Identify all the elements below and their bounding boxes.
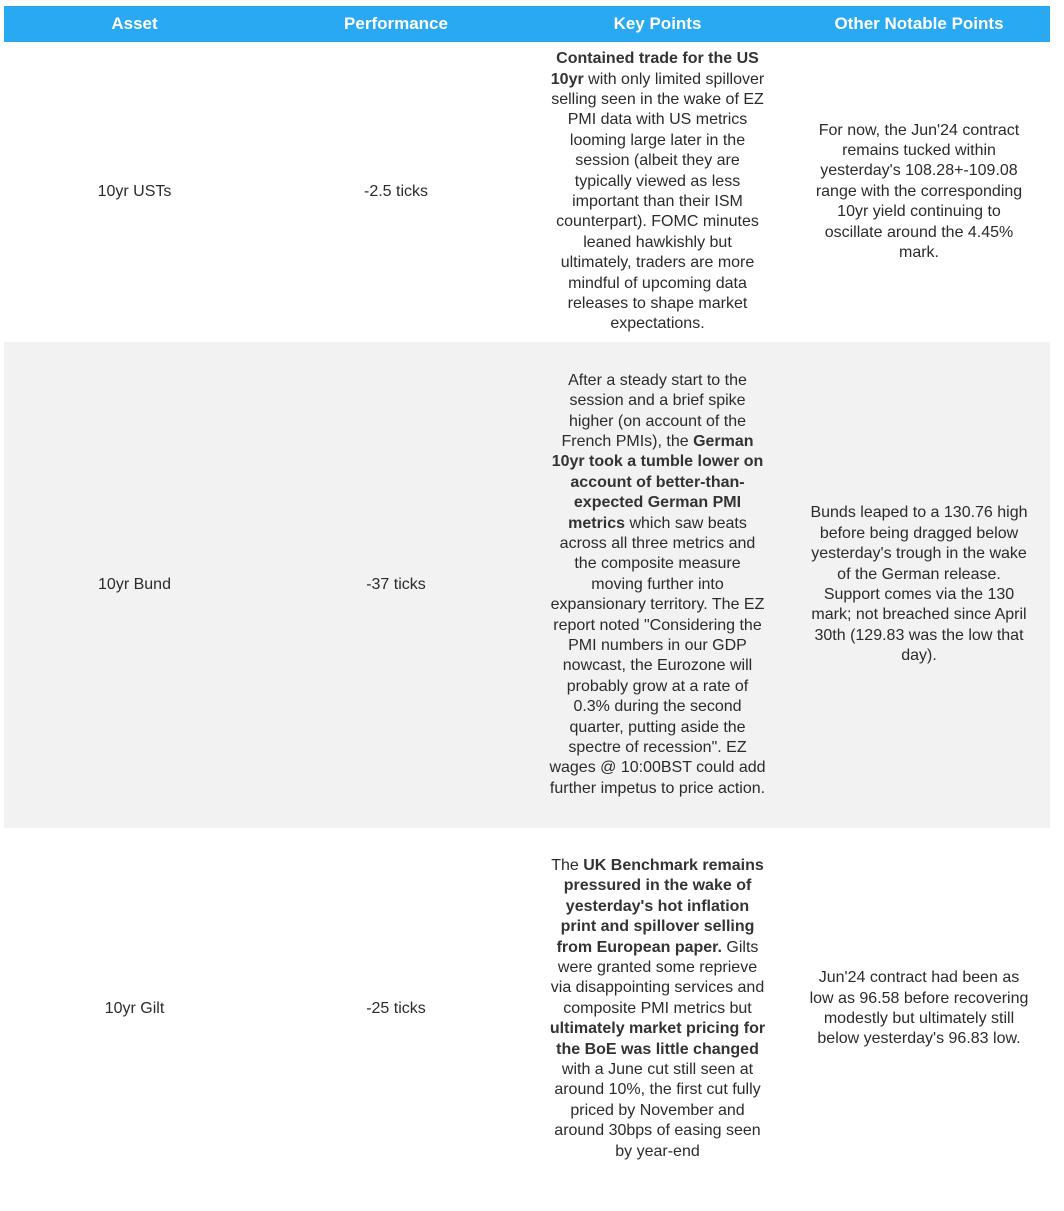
- header-asset: Asset: [4, 6, 265, 42]
- key-points-span: After a steady start to the session and a brief spike higher (on account of the French PMIs), the: [561, 371, 747, 450]
- other-points-text: For now, the Jun'24 contract remains tucked within yesterday's 108.28+-109.08 range with the corresponding 10yr yield continuing to oscillate around the 4.45% mark.: [815, 121, 1023, 262]
- key-points-bold: German 10yr took a tumble lower on account of better-than-expected German PMI metrics: [551, 432, 764, 532]
- table-row-10yr-gilt: [4, 828, 1050, 1190]
- key-points-span: Gilts were granted some reprieve via disappointing services and composite PMI metrics but: [550, 938, 765, 1017]
- table-row-10yr-usts: [4, 42, 1050, 342]
- header-performance: Performance: [265, 6, 527, 42]
- other-points-text: Bunds leaped to a 130.76 high before being dragged below yesterday's trough in the wake of the German release. Support comes via the 130 mark; not breached since April 30th (129.83 was the low that day).: [810, 504, 1028, 665]
- key-points-span: which saw beats across all three metrics and the composite measure moving further into expansionary territory. The EZ report noted "Considering the PMI numbers in our GDP nowcast, the Eurozone will probably grow at a rate of 0.3% during the second quarter, putting aside the spectre of recession". EZ wages @ 10:00BST could add further impetus to price action.: [549, 514, 766, 797]
- key-points-text: [548, 856, 768, 1162]
- asset-cell: 10yr Gilt: [104, 999, 165, 1017]
- key-points-cell: [527, 828, 788, 1190]
- table-header-row: [4, 6, 1050, 42]
- key-points-span: with only limited spillover selling seen in the wake of EZ PMI data with US metrics looming large later in the session (albeit they are typically viewed as less important than their ISM counterpart). FOMC minutes leaned hawkishly but ultimately, traders are more mindful of upcoming data releases to shape market expectations.: [551, 70, 765, 333]
- bond-summary-table: [4, 6, 1050, 1190]
- table-row-10yr-bund: [4, 342, 1050, 828]
- key-points-span: with a June cut still seen at around 10%, the first cut fully priced by November and around 30bps of easing seen by year-end: [554, 1061, 761, 1160]
- performance-cell: -25 ticks: [366, 999, 426, 1017]
- other-points-cell: [788, 828, 1050, 1190]
- header-key-points: Key Points: [527, 6, 788, 42]
- key-points-cell: [527, 342, 788, 828]
- asset-cell: 10yr USTs: [97, 182, 172, 200]
- other-points-text: Jun'24 contract had been as low as 96.58 before recovering modestly but ultimately still below yesterday's 96.83 low.: [809, 969, 1029, 1048]
- performance-cell: -37 ticks: [265, 342, 527, 828]
- other-points-cell: [788, 342, 1050, 828]
- key-points-text: [548, 49, 768, 335]
- key-points-text: [548, 371, 768, 800]
- performance-cell: -2.5 ticks: [363, 182, 428, 200]
- header-other-notable-points: Other Notable Points: [788, 6, 1050, 42]
- key-points-bold: UK Benchmark remains pressured in the wake of yesterday's hot inflation print and spillover selling from European paper.: [556, 856, 764, 956]
- key-points-bold: ultimately market pricing for the BoE was little changed: [549, 1020, 766, 1058]
- key-points-span: The: [551, 856, 584, 874]
- key-points-bold: Contained trade for the US 10yr: [550, 50, 759, 88]
- asset-cell: 10yr Bund: [4, 342, 265, 828]
- other-points-cell: [788, 42, 1050, 342]
- key-points-cell: [527, 42, 788, 342]
